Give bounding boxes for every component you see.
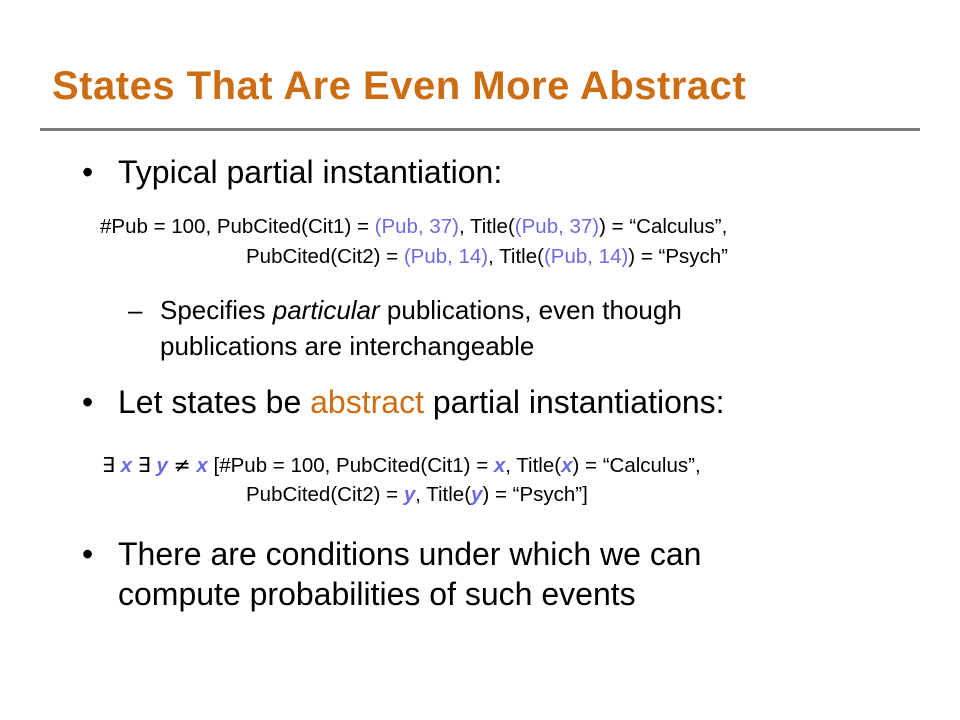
subbullet-dash: – — [128, 295, 143, 325]
subbullet-line1: Specifies particular publications, even though — [160, 295, 682, 325]
bullet-dot: • — [82, 536, 94, 572]
var-y: y — [156, 454, 168, 477]
bullet-text: Typical partial instantiation: — [118, 154, 503, 190]
pub-37-term: (Pub, 37) — [514, 215, 600, 238]
highlight-abstract: abstract — [310, 384, 424, 420]
bullet-text-line2: compute probabilities of such events — [118, 576, 636, 612]
slide-title: States That Are Even More Abstract — [52, 64, 747, 108]
example1-line1: #Pub = 100, PubCited(Cit1) = (Pub, 37), Title((Pub, 37)) = “Calculus”, — [100, 215, 728, 238]
title-divider — [40, 128, 920, 131]
var-y: y — [403, 483, 416, 506]
var-x: x — [120, 454, 133, 477]
var-y: y — [471, 483, 483, 506]
pub-37-term: (Pub, 37) — [374, 215, 459, 238]
bullet-text-line1: There are conditions under which we can — [118, 536, 702, 572]
emphasis-particular: particular — [272, 295, 380, 325]
not-equal-symbol: ≠ — [173, 453, 191, 477]
example1-line2: PubCited(Cit2) = (Pub, 14), Title((Pub, 14)) = “Psych” — [246, 245, 728, 268]
exists-symbol: ∃ — [137, 453, 151, 477]
var-x: x — [196, 454, 208, 477]
subbullet-line2: publications are interchangeable — [160, 331, 535, 361]
bullet-dot: • — [82, 384, 94, 420]
var-x: x — [561, 454, 573, 477]
pub-14-term: (Pub, 14) — [403, 245, 489, 268]
var-x: x — [493, 454, 506, 477]
example2-line1: ∃ x ∃ y ≠ x [#Pub = 100, PubCited(Cit1) = x, Title(x) = “Calculus”, — [102, 453, 701, 477]
exists-symbol: ∃ — [102, 453, 115, 477]
bullet-dot: • — [82, 154, 94, 190]
bullet-text: Let states be abstract partial instantiations: — [118, 384, 725, 420]
pub-14-term: (Pub, 14) — [543, 245, 629, 268]
example2-line2: PubCited(Cit2) = y, Title(y) = “Psych”] — [246, 483, 588, 506]
